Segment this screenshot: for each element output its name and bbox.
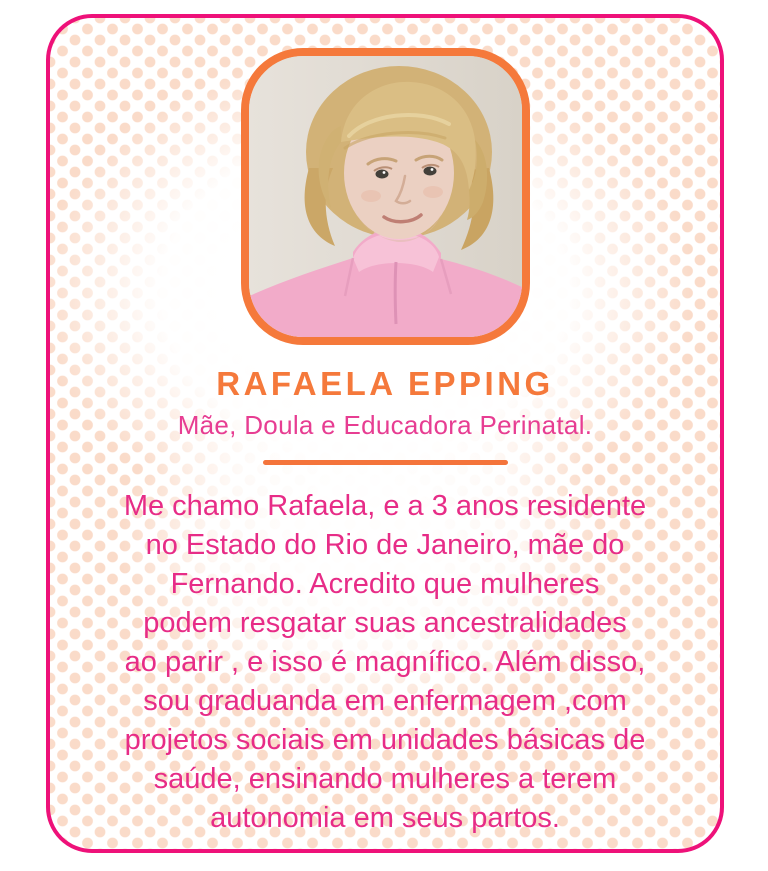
profile-card [46,14,724,853]
bio-line: autonomia em seus partos. [210,801,560,834]
profile-photo [249,56,522,337]
bio-line: sou graduanda em enfermagem ,com [143,684,627,717]
bio-line: saúde, ensinando mulheres a terem [153,762,617,795]
bio-line: no Estado do Rio de Janeiro, mãe do [145,528,625,561]
bio-line: ao parir , e isso é magnífico. Além disso, [124,645,646,678]
bio-line: projetos sociais em unidades básicas de [124,723,646,756]
profile-bio [124,487,646,838]
bio-line: Fernando. Acredito que mulheres [170,567,600,600]
profile-name: RAFAELA EPPING [216,365,554,402]
profile-photo-frame [241,48,530,345]
bio-line: podem resgatar suas ancestralidades [143,606,627,639]
profile-subtitle: Mãe, Doula e Educadora Perinatal. [177,410,593,440]
bio-line: Me chamo Rafaela, e a 3 anos residente [123,489,647,522]
divider [263,460,508,465]
